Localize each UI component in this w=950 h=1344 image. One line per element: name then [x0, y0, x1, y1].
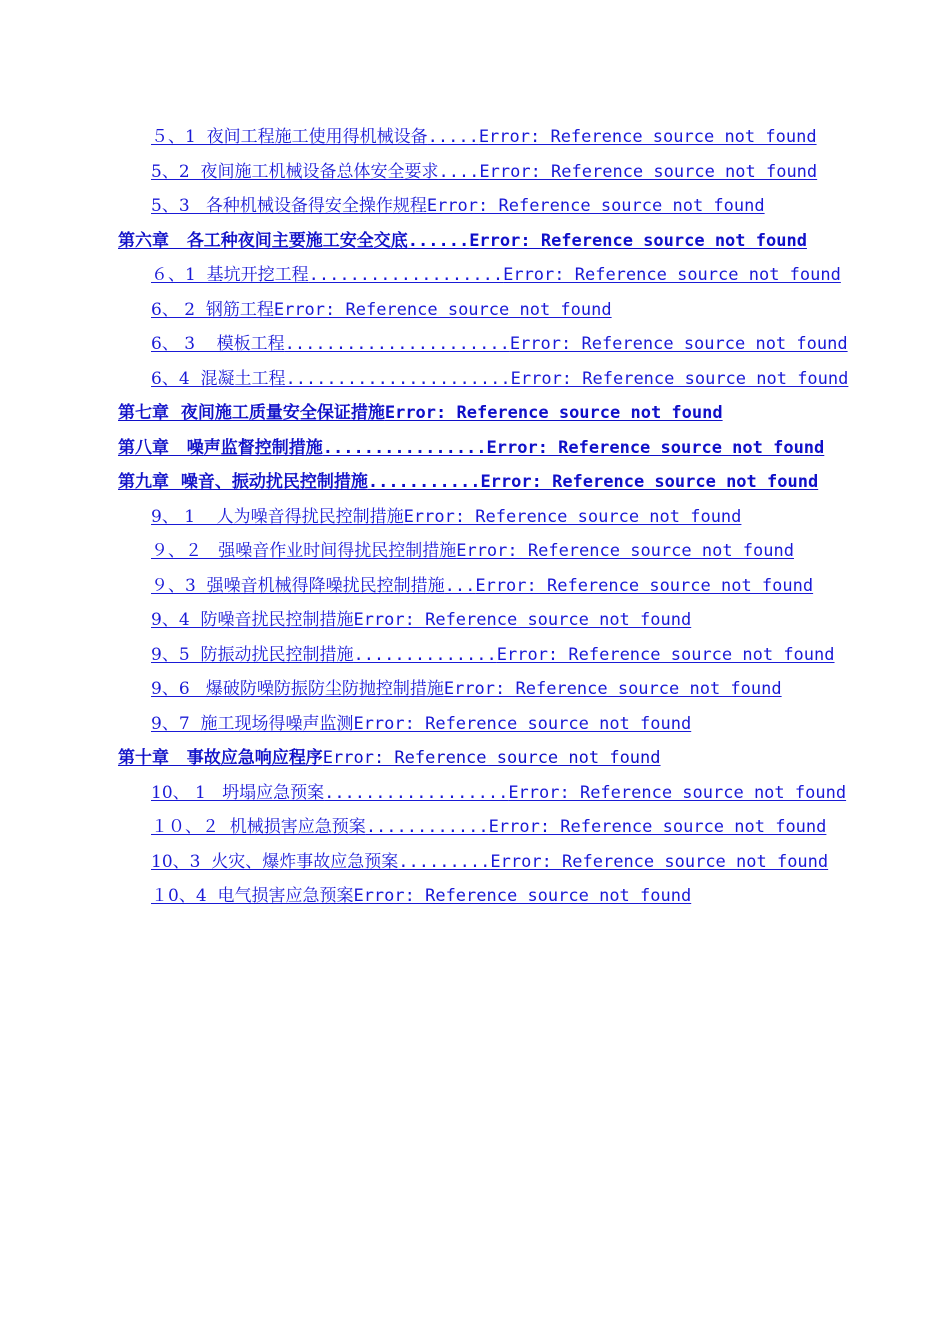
toc-entry-ref: Error: Reference source not found: [353, 886, 692, 906]
toc-entry-ref: Error: Reference source not found: [510, 368, 849, 389]
toc-entry-ref: Error: Reference source not found: [503, 265, 841, 285]
toc-entry-9-1[interactable]: [0, 500, 950, 535]
toc-chapter-8[interactable]: [0, 431, 950, 466]
toc-entry-title: 9、5 防振动扰民控制措施: [151, 644, 354, 665]
toc-entry-9-6[interactable]: [0, 672, 950, 707]
toc-leader: ...........: [367, 472, 481, 492]
toc-entry-title: 第十章 事故应急响应程序: [118, 748, 323, 768]
toc-chapter-7[interactable]: [0, 396, 950, 431]
table-of-contents: [0, 120, 950, 914]
toc-entry-title: 9、7 施工现场得噪声监测: [151, 713, 354, 734]
toc-entry-title: 9、6 爆破防噪防振防尘防抛控制措施: [151, 679, 444, 699]
toc-entry-9-7[interactable]: [0, 707, 950, 742]
toc-entry-title: ６、1 基坑开挖工程: [151, 265, 309, 285]
toc-entry-10-3[interactable]: [0, 845, 950, 880]
toc-entry-title: 第七章 夜间施工质量安全保证措施: [118, 403, 385, 423]
toc-leader: ....: [438, 161, 480, 182]
toc-entry-ref: Error: Reference source not found: [479, 161, 818, 182]
toc-entry-ref: Error: Reference source not found: [443, 679, 782, 699]
toc-chapter-6[interactable]: [0, 224, 950, 259]
toc-entry-5-3[interactable]: [0, 189, 950, 224]
toc-entry-ref: Error: Reference source not found: [496, 644, 835, 665]
toc-entry-title: ９、3 强噪音机械得降噪扰民控制措施: [151, 575, 445, 596]
toc-entry-ref: Error: Reference source not found: [478, 127, 817, 147]
toc-entry-title: 第六章 各工种夜间主要施工安全交底: [118, 230, 408, 251]
toc-entry-6-2[interactable]: [0, 293, 950, 328]
toc-entry-ref: Error: Reference source not found: [509, 334, 848, 354]
toc-entry-ref: Error: Reference source not found: [353, 610, 692, 630]
toc-entry-ref: Error: Reference source not found: [426, 196, 765, 216]
toc-chapter-10[interactable]: [0, 741, 950, 776]
toc-entry-ref: Error: Reference source not found: [273, 299, 612, 320]
toc-entry-ref: Error: Reference source not found: [353, 713, 692, 734]
toc-entry-ref: Error: Reference source not found: [469, 230, 807, 251]
toc-leader: ...: [444, 575, 476, 596]
toc-leader: ...................: [308, 265, 504, 285]
toc-entry-10-2[interactable]: [0, 810, 950, 845]
toc-entry-10-1[interactable]: [0, 776, 950, 811]
toc-leader: ............: [365, 817, 489, 837]
toc-leader: .....: [427, 127, 479, 147]
toc-entry-9-4[interactable]: [0, 603, 950, 638]
toc-entry-title: 5、2 夜间施工机械设备总体安全要求: [151, 161, 439, 182]
toc-entry-title: 9、 1 人为噪音得扰民控制措施: [151, 506, 404, 527]
toc-entry-title: 5、3 各种机械设备得安全操作规程: [151, 196, 427, 216]
toc-entry-title: ９、２ 强噪音作业时间得扰民控制措施: [151, 541, 457, 561]
toc-entry-ref: Error: Reference source not found: [508, 782, 847, 803]
toc-leader: ......................: [284, 334, 510, 354]
toc-entry-6-3[interactable]: [0, 327, 950, 362]
toc-entry-title: 10、 1 坍塌应急预案: [151, 782, 325, 803]
toc-entry-title: 6、 2 钢筋工程: [151, 299, 274, 320]
toc-leader: ..................: [324, 782, 509, 803]
toc-entry-title: 9、4 防噪音扰民控制措施: [151, 610, 354, 630]
toc-entry-5-1[interactable]: [0, 120, 950, 155]
toc-leader: ......: [407, 230, 470, 251]
toc-entry-title: 6、 3 模板工程: [151, 334, 285, 354]
toc-entry-9-2[interactable]: [0, 534, 950, 569]
toc-entry-ref: Error: Reference source not found: [488, 817, 827, 837]
toc-entry-title: １0、4 电气损害应急预案: [151, 886, 354, 906]
toc-entry-ref: Error: Reference source not found: [475, 575, 814, 596]
toc-entry-ref: Error: Reference source not found: [486, 437, 825, 458]
toc-chapter-9[interactable]: [0, 465, 950, 500]
toc-leader: ................: [322, 437, 487, 458]
toc-entry-title: 10、3 火灾、爆炸事故应急预案: [151, 851, 399, 872]
toc-entry-9-3[interactable]: [0, 569, 950, 604]
toc-leader: ..............: [353, 644, 497, 665]
toc-entry-ref: Error: Reference source not found: [490, 851, 829, 872]
toc-entry-ref: Error: Reference source not found: [384, 403, 723, 423]
toc-entry-title: 第八章 噪声监督控制措施: [118, 437, 323, 458]
toc-entry-5-2[interactable]: [0, 155, 950, 190]
toc-entry-9-5[interactable]: [0, 638, 950, 673]
toc-entry-title: ５、1 夜间工程施工使用得机械设备: [151, 127, 428, 147]
toc-leader: .........: [398, 851, 491, 872]
toc-entry-title: 第九章 噪音、振动扰民控制措施: [118, 472, 368, 492]
toc-entry-6-1[interactable]: [0, 258, 950, 293]
toc-entry-ref: Error: Reference source not found: [480, 472, 819, 492]
toc-leader: ......................: [285, 368, 511, 389]
toc-entry-ref: Error: Reference source not found: [403, 506, 742, 527]
toc-entry-6-4[interactable]: [0, 362, 950, 397]
toc-entry-title: 6、4 混凝土工程: [151, 368, 286, 389]
toc-entry-title: １０、２ 机械损害应急预案: [151, 817, 366, 837]
toc-entry-10-4[interactable]: [0, 879, 950, 914]
toc-entry-ref: Error: Reference source not found: [322, 748, 661, 768]
toc-entry-ref: Error: Reference source not found: [456, 541, 794, 561]
